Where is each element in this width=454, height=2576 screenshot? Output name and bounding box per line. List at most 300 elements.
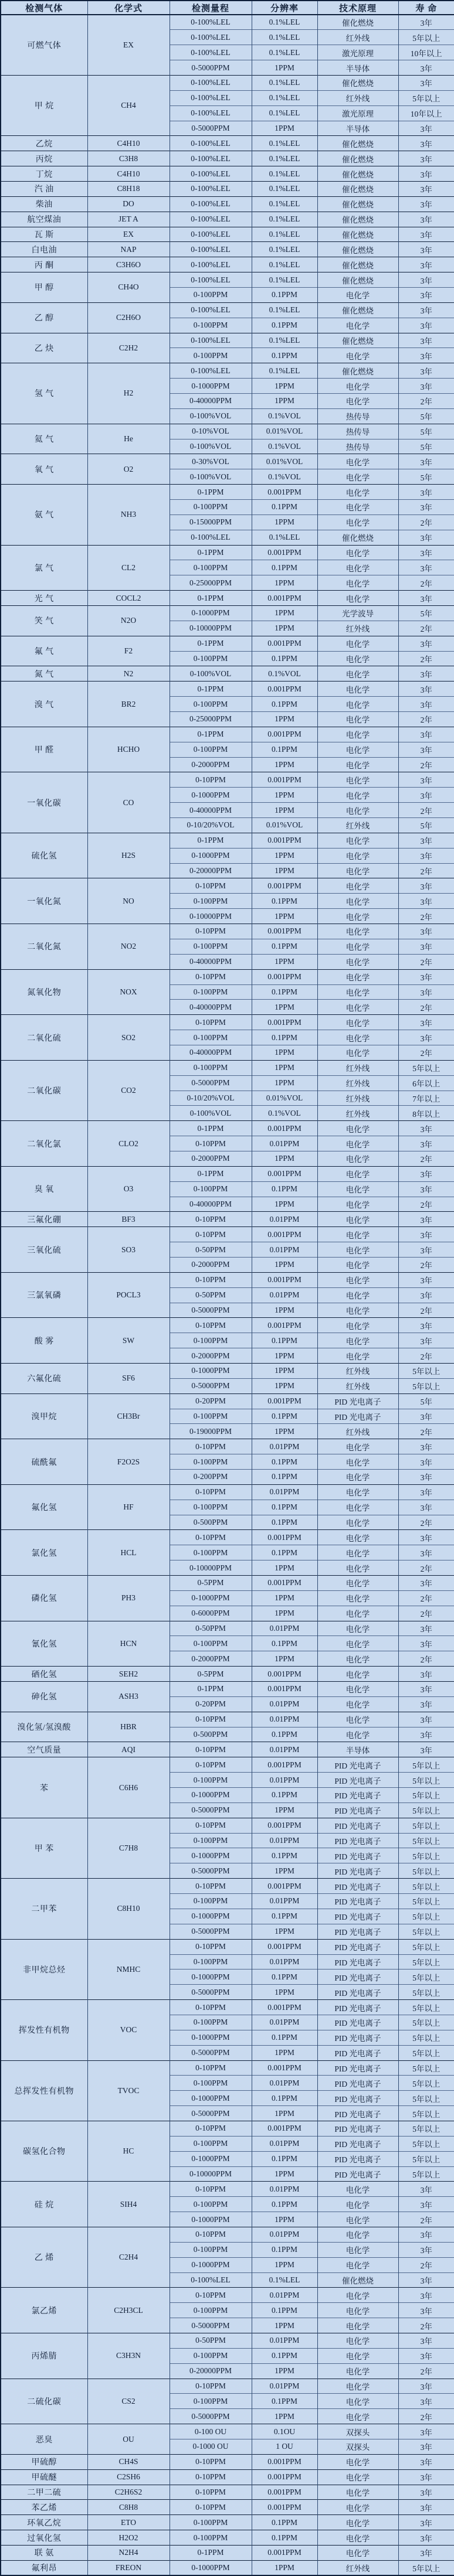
- range-cell: 0-1PPM: [170, 591, 252, 606]
- principle-cell: 电化学: [317, 1212, 398, 1227]
- resolution-cell: 1PPM: [252, 1348, 317, 1364]
- principle-cell: 电化学: [317, 1576, 398, 1591]
- formula-cell: NMHC: [87, 1939, 170, 1999]
- principle-cell: 红外线: [317, 30, 398, 45]
- gas-group-row: [1, 727, 454, 742]
- resolution-cell: 0.001PPM: [252, 969, 317, 984]
- gas-name-cell: 甲 烷: [1, 75, 87, 135]
- gas-group-row: [1, 878, 454, 894]
- range-cell: 0-1PPM: [170, 545, 252, 560]
- principle-cell: 电化学: [317, 591, 398, 606]
- principle-cell: 电化学: [317, 2500, 398, 2515]
- gas-group-row: [1, 2530, 454, 2546]
- principle-cell: 电化学: [317, 2212, 398, 2227]
- range-cell: 0-30%VOL: [170, 454, 252, 469]
- gas-group-row: [1, 2454, 454, 2469]
- gas-group-row: [1, 1757, 454, 1773]
- resolution-cell: 0.001PPM: [252, 1015, 317, 1030]
- principle-cell: 热传导: [317, 424, 398, 439]
- formula-cell: HBR: [87, 1712, 170, 1742]
- resolution-cell: 0.001PPM: [252, 2000, 317, 2015]
- resolution-cell: 0.001PPM: [252, 1682, 317, 1697]
- range-cell: 0-100PPM: [170, 1454, 252, 1470]
- gas-group-row: [1, 302, 454, 318]
- principle-cell: 电化学: [317, 1303, 398, 1318]
- principle-cell: 电化学: [317, 1151, 398, 1166]
- lifespan-cell: 5年以上: [398, 2091, 454, 2106]
- range-cell: 0-10PPM: [170, 1212, 252, 1227]
- lifespan-cell: 5年以上: [398, 1060, 454, 1075]
- lifespan-cell: 2年: [398, 1515, 454, 1530]
- resolution-cell: 1PPM: [252, 393, 317, 408]
- range-cell: 0-1000PPM: [170, 1788, 252, 1803]
- lifespan-cell: 5年以上: [398, 2560, 454, 2575]
- lifespan-cell: 3年: [398, 984, 454, 1000]
- range-cell: 0-50PPM: [170, 1242, 252, 1258]
- range-cell: 0-10PPM: [170, 1272, 252, 1287]
- resolution-cell: 1PPM: [252, 121, 317, 136]
- resolution-cell: 1PPM: [252, 575, 317, 591]
- col-header-lifespan: 寿 命: [398, 1, 454, 15]
- resolution-cell: 1PPM: [252, 1197, 317, 1212]
- principle-cell: 电化学: [317, 1590, 398, 1606]
- resolution-cell: 0.001PPM: [252, 485, 317, 500]
- range-cell: 0-100PPM: [170, 697, 252, 712]
- principle-cell: PID 光电离子: [317, 1879, 398, 1894]
- range-cell: 0-2000PPM: [170, 1651, 252, 1667]
- principle-cell: 热传导: [317, 408, 398, 424]
- range-cell: 0-100%LEL: [170, 15, 252, 30]
- lifespan-cell: 3年: [398, 848, 454, 863]
- principle-cell: 电化学: [317, 1530, 398, 1545]
- principle-cell: 催化燃烧: [317, 166, 398, 182]
- principle-cell: 电化学: [317, 2318, 398, 2333]
- principle-cell: PID 光电离子: [317, 2106, 398, 2121]
- resolution-cell: 1PPM: [252, 1424, 317, 1439]
- resolution-cell: 0.1%LEL: [252, 196, 317, 212]
- resolution-cell: 0.1PPM: [252, 1788, 317, 1803]
- resolution-cell: 0.01PPM: [252, 1833, 317, 1848]
- range-cell: 0-10PPM: [170, 1879, 252, 1894]
- resolution-cell: 0.001PPM: [252, 924, 317, 939]
- gas-name-cell: 丁烷: [1, 166, 87, 182]
- gas-name-cell: 二氧化碳: [1, 1060, 87, 1120]
- range-cell: 0-100PPM: [170, 2394, 252, 2409]
- formula-cell: HC: [87, 2121, 170, 2181]
- principle-cell: 电化学: [317, 1015, 398, 1030]
- lifespan-cell: 2年: [398, 757, 454, 772]
- resolution-cell: 0.1OU: [252, 2424, 317, 2439]
- range-cell: 0-100PPM: [170, 2303, 252, 2318]
- lifespan-cell: 5年以上: [398, 2166, 454, 2182]
- formula-cell: VOC: [87, 2000, 170, 2060]
- gas-group-row: [1, 606, 454, 621]
- lifespan-cell: 3年: [398, 2379, 454, 2394]
- principle-cell: 红外线: [317, 2560, 398, 2575]
- lifespan-cell: 3年: [398, 1470, 454, 1485]
- resolution-cell: 0.1PPM: [252, 1454, 317, 1470]
- range-cell: 0-10PPM: [170, 969, 252, 984]
- formula-cell: C8H10: [87, 1879, 170, 1939]
- lifespan-cell: 3年: [398, 1696, 454, 1712]
- gas-group-row: [1, 1818, 454, 1833]
- lifespan-cell: 2年: [398, 575, 454, 591]
- range-cell: 0-500PPM: [170, 1727, 252, 1742]
- resolution-cell: 0.01PPM: [252, 1287, 317, 1303]
- resolution-cell: 0.01PPM: [252, 2182, 317, 2197]
- resolution-cell: 0.1PPM: [252, 318, 317, 333]
- lifespan-cell: 3年: [398, 1242, 454, 1258]
- gas-name-cell: 苯乙烯: [1, 2500, 87, 2515]
- resolution-cell: 0.001PPM: [252, 1227, 317, 1242]
- resolution-cell: 0.001PPM: [252, 2121, 317, 2136]
- gas-group-row: [1, 1484, 454, 1500]
- resolution-cell: 0.01PPM: [252, 1484, 317, 1500]
- resolution-cell: 0.1%LEL: [252, 530, 317, 545]
- lifespan-cell: 3年: [398, 1530, 454, 1545]
- resolution-cell: 0.1%LEL: [252, 333, 317, 348]
- range-cell: 0-1000PPM: [170, 2212, 252, 2227]
- resolution-cell: 0.1%LEL: [252, 15, 317, 30]
- gas-group-row: [1, 2424, 454, 2439]
- gas-name-cell: 瓦 斯: [1, 227, 87, 242]
- lifespan-cell: 3年: [398, 136, 454, 151]
- range-cell: 0-5000PPM: [170, 2045, 252, 2060]
- range-cell: 0-100PPM: [170, 939, 252, 954]
- range-cell: 0-5000PPM: [170, 1863, 252, 1879]
- principle-cell: 电化学: [317, 984, 398, 1000]
- lifespan-cell: 2年: [398, 1257, 454, 1272]
- principle-cell: 电化学: [317, 2182, 398, 2197]
- principle-cell: 电化学: [317, 939, 398, 954]
- gas-group-row: [1, 1393, 454, 1409]
- formula-cell: O2: [87, 454, 170, 485]
- lifespan-cell: 2年: [398, 803, 454, 818]
- lifespan-cell: 5年以上: [398, 1939, 454, 1954]
- lifespan-cell: 2年: [398, 1000, 454, 1015]
- gas-name-cell: 溴甲烷: [1, 1393, 87, 1439]
- principle-cell: 电化学: [317, 2515, 398, 2530]
- lifespan-cell: 3年: [398, 1621, 454, 1636]
- lifespan-cell: 2年: [398, 863, 454, 878]
- lifespan-cell: 5年以上: [398, 2151, 454, 2166]
- resolution-cell: 0.1%VOL: [252, 666, 317, 682]
- lifespan-cell: 8年以上: [398, 1106, 454, 1121]
- formula-cell: SO3: [87, 1227, 170, 1273]
- lifespan-cell: 3年: [398, 1015, 454, 1030]
- lifespan-cell: 3年: [398, 1727, 454, 1742]
- gas-name-cell: 三氧化硫: [1, 1227, 87, 1273]
- gas-name-cell: 氮 气: [1, 666, 87, 682]
- lifespan-cell: 3年: [398, 212, 454, 227]
- principle-cell: 红外线: [317, 1060, 398, 1075]
- gas-name-cell: 非甲烷总烃: [1, 1939, 87, 1999]
- range-cell: 0-1000PPM: [170, 2030, 252, 2045]
- formula-cell: C2H6O: [87, 302, 170, 333]
- range-cell: 0-10000PPM: [170, 1560, 252, 1576]
- gas-group-row: [1, 2560, 454, 2575]
- resolution-cell: 0.1PPM: [252, 2242, 317, 2257]
- principle-cell: 电化学: [317, 287, 398, 302]
- range-cell: 0-10PPM: [170, 2379, 252, 2394]
- principle-cell: PID 光电离子: [317, 1894, 398, 1909]
- resolution-cell: 0.1PPM: [252, 1030, 317, 1045]
- range-cell: 0-100%LEL: [170, 136, 252, 151]
- lifespan-cell: 3年: [398, 1712, 454, 1727]
- lifespan-cell: 2年: [398, 1560, 454, 1576]
- principle-cell: 电化学: [317, 2333, 398, 2348]
- resolution-cell: 1PPM: [252, 954, 317, 969]
- gas-name-cell: 白电油: [1, 242, 87, 257]
- lifespan-cell: 10年以上: [398, 45, 454, 60]
- range-cell: 0-25000PPM: [170, 575, 252, 591]
- resolution-cell: 0.01PPM: [252, 1439, 317, 1454]
- principle-cell: 激光原理: [317, 105, 398, 121]
- lifespan-cell: 3年: [398, 924, 454, 939]
- range-cell: 0-10PPM: [170, 2060, 252, 2076]
- lifespan-cell: 3年: [398, 1212, 454, 1227]
- formula-cell: SO2: [87, 1015, 170, 1061]
- formula-cell: HCN: [87, 1621, 170, 1667]
- principle-cell: 电化学: [317, 2242, 398, 2257]
- resolution-cell: 1PPM: [252, 1257, 317, 1272]
- principle-cell: 半导体: [317, 60, 398, 76]
- resolution-cell: 0.1%LEL: [252, 257, 317, 272]
- gas-group-row: [1, 227, 454, 242]
- lifespan-cell: 3年: [398, 2272, 454, 2288]
- principle-cell: 双探头: [317, 2439, 398, 2455]
- resolution-cell: 1PPM: [252, 712, 317, 727]
- formula-cell: C4H10: [87, 136, 170, 151]
- lifespan-cell: 5年: [398, 424, 454, 439]
- gas-name-cell: 二甲二硫: [1, 2485, 87, 2500]
- resolution-cell: 1PPM: [252, 2106, 317, 2121]
- gas-group-row: [1, 15, 454, 30]
- resolution-cell: 0.001PPM: [252, 1667, 317, 1682]
- resolution-cell: 1PPM: [252, 757, 317, 772]
- gas-group-row: [1, 2182, 454, 2197]
- range-cell: 0-1PPM: [170, 1166, 252, 1181]
- principle-cell: 电化学: [317, 1727, 398, 1742]
- principle-cell: 电化学: [317, 2348, 398, 2363]
- lifespan-cell: 2年: [398, 1045, 454, 1060]
- gas-name-cell: 二氧化氮: [1, 924, 87, 970]
- lifespan-cell: 3年: [398, 2546, 454, 2561]
- resolution-cell: 0.1PPM: [252, 651, 317, 666]
- resolution-cell: 0.1PPM: [252, 894, 317, 909]
- gas-name-cell: 六氟化硫: [1, 1363, 87, 1393]
- principle-cell: 催化燃烧: [317, 302, 398, 318]
- principle-cell: 电化学: [317, 848, 398, 863]
- lifespan-cell: 5年: [398, 408, 454, 424]
- principle-cell: PID 光电离子: [317, 1848, 398, 1863]
- range-cell: 0-40000PPM: [170, 393, 252, 408]
- resolution-cell: 1PPM: [252, 514, 317, 530]
- lifespan-cell: 3年: [398, 591, 454, 606]
- gas-name-cell: 柴油: [1, 196, 87, 212]
- range-cell: 0-100PPM: [170, 1181, 252, 1197]
- lifespan-cell: 3年: [398, 788, 454, 803]
- lifespan-cell: 5年以上: [398, 1954, 454, 1970]
- principle-cell: 电化学: [317, 1515, 398, 1530]
- lifespan-cell: 3年: [398, 485, 454, 500]
- lifespan-cell: 3年: [398, 833, 454, 848]
- principle-cell: 电化学: [317, 1682, 398, 1697]
- resolution-cell: 0.1%LEL: [252, 30, 317, 45]
- gas-name-cell: 过氧化氢: [1, 2530, 87, 2546]
- lifespan-cell: 3年: [398, 2303, 454, 2318]
- formula-cell: SW: [87, 1318, 170, 1364]
- resolution-cell: 0.001PPM: [252, 591, 317, 606]
- resolution-cell: 0.01PPM: [252, 1136, 317, 1151]
- range-cell: 0-100%LEL: [170, 333, 252, 348]
- formula-cell: C3H6O: [87, 257, 170, 272]
- resolution-cell: 0.1PPM: [252, 348, 317, 363]
- principle-cell: 电化学: [317, 757, 398, 772]
- principle-cell: 电化学: [317, 636, 398, 651]
- principle-cell: 电化学: [317, 348, 398, 363]
- lifespan-cell: 3年: [398, 1181, 454, 1197]
- lifespan-cell: 3年: [398, 333, 454, 348]
- principle-cell: 电化学: [317, 1545, 398, 1560]
- lifespan-cell: 5年以上: [398, 1848, 454, 1863]
- gas-group-row: [1, 2485, 454, 2500]
- lifespan-cell: 5年以上: [398, 90, 454, 105]
- range-cell: 0-100%LEL: [170, 257, 252, 272]
- range-cell: 0-100PPM: [170, 1030, 252, 1045]
- resolution-cell: 0.1%LEL: [252, 212, 317, 227]
- gas-group-row: [1, 454, 454, 469]
- range-cell: 0-10PPM: [170, 2469, 252, 2485]
- range-cell: 0-5000PPM: [170, 1378, 252, 1393]
- lifespan-cell: 2年: [398, 1651, 454, 1667]
- lifespan-cell: 3年: [398, 1545, 454, 1560]
- principle-cell: PID 光电离子: [317, 1970, 398, 1985]
- principle-cell: 催化燃烧: [317, 227, 398, 242]
- resolution-cell: 0.01PPM: [252, 2076, 317, 2091]
- lifespan-cell: 3年: [398, 2424, 454, 2439]
- principle-cell: 红外线: [317, 1091, 398, 1106]
- principle-cell: 激光原理: [317, 45, 398, 60]
- lifespan-cell: 3年: [398, 287, 454, 302]
- resolution-cell: 0.01PPM: [252, 1621, 317, 1636]
- resolution-cell: 0.1%LEL: [252, 45, 317, 60]
- principle-cell: 电化学: [317, 514, 398, 530]
- formula-cell: CH3Br: [87, 1393, 170, 1439]
- gas-group-row: [1, 1015, 454, 1030]
- range-cell: 0-10PPM: [170, 1530, 252, 1545]
- range-cell: 0-1PPM: [170, 2546, 252, 2561]
- resolution-cell: 0.001PPM: [252, 2546, 317, 2561]
- range-cell: 0-100%VOL: [170, 469, 252, 485]
- gas-name-cell: 三氟化硼: [1, 1212, 87, 1227]
- lifespan-cell: 3年: [398, 1576, 454, 1591]
- lifespan-cell: 3年: [398, 2333, 454, 2348]
- range-cell: 0-10PPM: [170, 1818, 252, 1833]
- range-cell: 0-1000 OU: [170, 2439, 252, 2455]
- gas-group-row: [1, 75, 454, 90]
- range-cell: 0-1000PPM: [170, 1590, 252, 1606]
- lifespan-cell: 2年: [398, 1606, 454, 1621]
- gas-group-row: [1, 772, 454, 788]
- principle-cell: 催化燃烧: [317, 212, 398, 227]
- resolution-cell: 0.1%LEL: [252, 181, 317, 196]
- range-cell: 0-100%LEL: [170, 196, 252, 212]
- lifespan-cell: 2年: [398, 1151, 454, 1166]
- formula-cell: CO2: [87, 1060, 170, 1120]
- resolution-cell: 0.001PPM: [252, 2469, 317, 2485]
- range-cell: 0-2000PPM: [170, 757, 252, 772]
- formula-cell: NO: [87, 878, 170, 924]
- lifespan-cell: 3年: [398, 2227, 454, 2242]
- lifespan-cell: 6年以上: [398, 1075, 454, 1091]
- principle-cell: 电化学: [317, 697, 398, 712]
- principle-cell: PID 光电离子: [317, 1757, 398, 1773]
- resolution-cell: 0.001PPM: [252, 727, 317, 742]
- range-cell: 0-5000PPM: [170, 60, 252, 76]
- range-cell: 0-10PPM: [170, 2121, 252, 2136]
- resolution-cell: 1PPM: [252, 1863, 317, 1879]
- range-cell: 0-10PPM: [170, 2182, 252, 2197]
- gas-group-row: [1, 1742, 454, 1757]
- lifespan-cell: 5年以上: [398, 2015, 454, 2030]
- gas-name-cell: 丙烷: [1, 151, 87, 166]
- gas-name-cell: 氟化氢: [1, 1484, 87, 1530]
- formula-cell: SEH2: [87, 1667, 170, 1682]
- principle-cell: 红外线: [317, 1106, 398, 1121]
- range-cell: 0-100%VOL: [170, 408, 252, 424]
- principle-cell: 催化燃烧: [317, 363, 398, 379]
- lifespan-cell: 2年: [398, 2363, 454, 2379]
- lifespan-cell: 3年: [398, 257, 454, 272]
- range-cell: 0-1000PPM: [170, 2091, 252, 2106]
- lifespan-cell: 5年: [398, 439, 454, 454]
- lifespan-cell: 5年以上: [398, 1894, 454, 1909]
- gas-group-row: [1, 272, 454, 288]
- lifespan-cell: 2年: [398, 1348, 454, 1364]
- lifespan-cell: 3年: [398, 697, 454, 712]
- lifespan-cell: 5年: [398, 469, 454, 485]
- gas-group-row: [1, 181, 454, 196]
- resolution-cell: 0.1PPM: [252, 1727, 317, 1742]
- resolution-cell: 0.001PPM: [252, 2500, 317, 2515]
- resolution-cell: 0.1PPM: [252, 1636, 317, 1651]
- range-cell: 0-100PPM: [170, 1773, 252, 1788]
- gas-group-row: [1, 1576, 454, 1591]
- lifespan-cell: 2年: [398, 621, 454, 636]
- lifespan-cell: 5年以上: [398, 1363, 454, 1378]
- lifespan-cell: 5年: [398, 606, 454, 621]
- formula-cell: CL2: [87, 545, 170, 591]
- gas-name-cell: 乙 烯: [1, 2227, 87, 2287]
- gas-name-cell: 氯化氢: [1, 1530, 87, 1576]
- principle-cell: 电化学: [317, 682, 398, 697]
- formula-cell: O3: [87, 1166, 170, 1212]
- principle-cell: 电化学: [317, 909, 398, 924]
- formula-cell: F2O2S: [87, 1439, 170, 1485]
- resolution-cell: 1PPM: [252, 1802, 317, 1818]
- lifespan-cell: 3年: [398, 1272, 454, 1287]
- lifespan-cell: 3年: [398, 242, 454, 257]
- gas-group-row: [1, 1939, 454, 1954]
- gas-group-row: [1, 2469, 454, 2485]
- formula-cell: C2H6S2: [87, 2485, 170, 2500]
- resolution-cell: 0.1%LEL: [252, 242, 317, 257]
- gas-group-row: [1, 136, 454, 151]
- range-cell: 0-100PPM: [170, 1060, 252, 1075]
- principle-cell: 电化学: [317, 1712, 398, 1727]
- gas-name-cell: 汽 油: [1, 181, 87, 196]
